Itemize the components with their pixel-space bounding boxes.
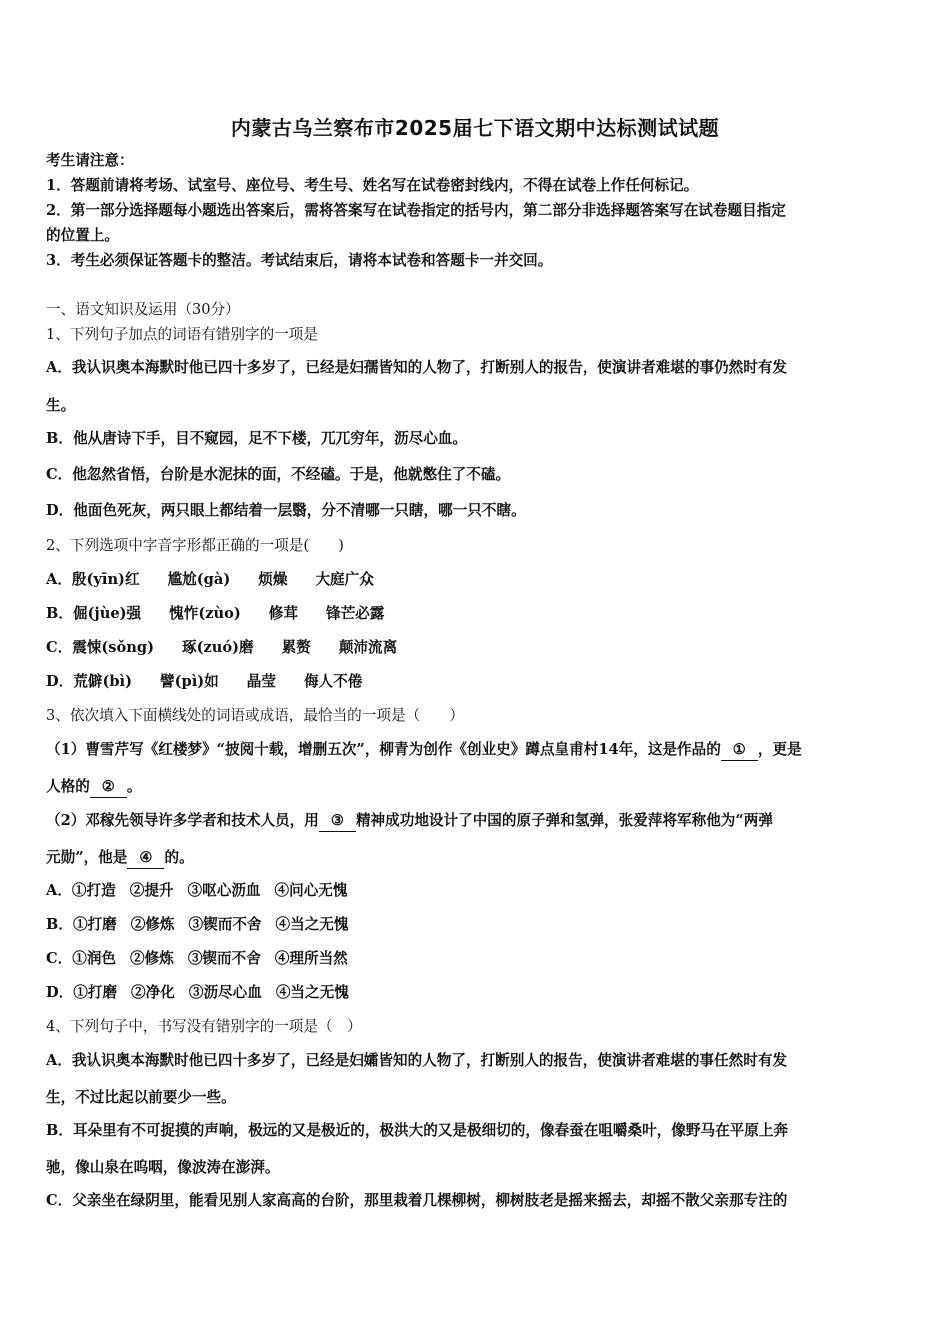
option-choice: ②净化: [131, 984, 175, 1001]
notice-item: 3．考生必须保证答题卡的整洁。考试结束后，请将本试卷和答题卡一并交回。: [46, 252, 553, 269]
question-3-option-d: [46, 983, 349, 1003]
passage-text: （2）邓稼先领导许多学者和技术人员，用: [46, 812, 319, 829]
option-text: 他面色死灰，两只眼上都结着一层翳，分不清哪一只瞎，哪一只不瞎。: [73, 502, 526, 519]
passage-text: ，更是: [757, 741, 802, 758]
question-3-passage-2-cont: [46, 848, 194, 869]
page-title: 内蒙古乌兰察布市2025届七下语文期中达标测试试题: [230, 116, 720, 140]
option-label: D．: [46, 984, 74, 1001]
option-word: 大庭广众: [315, 571, 374, 588]
option-label: A．: [46, 571, 72, 588]
option-word: 愧怍(zùo): [169, 605, 241, 622]
fill-blank-2: ②: [90, 777, 127, 798]
option-choice: ①打造: [71, 882, 116, 899]
question-2-option-c: [46, 638, 397, 658]
passage-text: 的。: [164, 849, 194, 866]
question-3-option-a: [46, 881, 347, 901]
section-heading: 一、语文知识及运用（30分）: [46, 301, 240, 318]
option-text: 耳朵里有不可捉摸的声响，极远的又是极近的，极洪大的又是极细切的，像春蚕在咀嚼桑叶，像野马在平原上奔: [72, 1122, 789, 1139]
option-continuation: 生。: [46, 397, 76, 414]
question-3-passage-2: [46, 811, 773, 832]
question-4-option-b: [46, 1121, 788, 1141]
option-word: 譬(pì)如: [160, 673, 219, 690]
notice-heading: 考生请注意：: [46, 152, 134, 169]
fill-blank-1: ①: [721, 740, 758, 761]
passage-text: 元勋”，他是: [46, 849, 128, 866]
option-choice: ③呕心沥血: [187, 882, 261, 899]
option-choice: ②修炼: [130, 916, 175, 933]
option-choice: ①打磨: [73, 984, 118, 1001]
option-choice: ②提升: [129, 882, 174, 899]
option-label: B．: [46, 430, 73, 447]
notice-item: 1．答题前请将考场、试室号、座位号、考生号、姓名写在试卷密封线内，不得在试卷上作任何标记。: [46, 177, 699, 194]
question-1-option-c: [46, 465, 510, 485]
option-word: 烦燥: [258, 571, 288, 588]
option-label: A．: [46, 882, 72, 899]
question-1-option-d: [46, 501, 526, 521]
option-choice: ③锲而不舍: [188, 916, 262, 933]
question-1-option-b: [46, 429, 467, 449]
question-1-stem: 1、下列句子加点的词语有错别字的一项是: [46, 326, 318, 343]
question-2-stem: 2、下列选项中字音字形都正确的一项是( ): [46, 537, 344, 554]
option-label: C．: [46, 1192, 73, 1209]
option-label: A．: [46, 359, 72, 376]
option-word: 颠沛流离: [338, 639, 398, 656]
option-label: C．: [46, 466, 73, 483]
option-label: B．: [46, 916, 73, 933]
option-word: 晶莹: [246, 673, 276, 690]
option-text: 我认识奥本海默时他已四十多岁了，已经是妇孺皆知的人物了，打断别人的报告，使演讲者难堪的事仍然时有发: [71, 359, 788, 376]
option-word: 尴尬(gà): [167, 571, 231, 588]
question-3-passage-1-cont: [46, 777, 142, 798]
option-word: 殷(yīn)红: [71, 571, 140, 588]
question-1-option-a: [46, 358, 787, 378]
option-choice: ②修炼: [130, 950, 174, 967]
option-continuation: 生，不过比起以前要少一些。: [46, 1089, 236, 1106]
question-3-stem: 3、依次填入下面横线处的词语或成语，最恰当的一项是（ ）: [46, 707, 464, 724]
passage-text: （1）曹雪芹写《红楼梦》“披阅十载，增删五次”，柳青为创作《创业史》蹲点皇甫村14年，这是作品的: [46, 741, 721, 758]
question-3-option-b: [46, 915, 349, 935]
option-text: 他从唐诗下手，目不窥园，足不下楼，兀兀穷年，沥尽心血。: [72, 430, 467, 447]
option-label: C．: [46, 639, 73, 656]
passage-text: 。: [126, 778, 142, 795]
option-word: 修茸: [268, 605, 298, 622]
option-text: 他忽然省悟，台阶是水泥抹的面，不经磕。于是，他就憋住了不磕。: [72, 466, 511, 483]
option-word: 荒僻(bì): [73, 673, 132, 690]
question-4-option-a: [46, 1051, 787, 1071]
notice-item: 的位置上。: [46, 227, 119, 244]
option-word: 侮人不倦: [303, 673, 363, 690]
question-3-passage-1: [46, 740, 802, 761]
option-text: 父亲坐在绿阴里，能看见别人家高高的台阶，那里栽着几棵柳树，柳树肢老是摇来摇去，却摇不散父亲那专注的: [72, 1192, 788, 1209]
question-2-option-b: [46, 604, 384, 624]
question-3-option-c: [46, 949, 348, 969]
option-word: 累赘: [281, 639, 311, 656]
option-choice: ④当之无愧: [275, 984, 349, 1001]
question-4-option-c: [46, 1191, 787, 1211]
option-label: D．: [46, 502, 74, 519]
notice-item: 2．第一部分选择题每小题选出答案后，需将答案写在试卷指定的括号内，第二部分非选择题答案写在试卷题目指定: [46, 202, 786, 219]
option-label: D．: [46, 673, 74, 690]
fill-blank-4: ④: [127, 848, 164, 869]
option-choice: ①润色: [72, 950, 117, 967]
passage-text: 精神成功地设计了中国的原子弹和氢弹，张爱萍将军称他为“两弹: [355, 812, 773, 829]
option-continuation: 驰，像山泉在呜咽，像波涛在澎湃。: [46, 1159, 280, 1176]
option-word: 锋芒必露: [325, 605, 385, 622]
option-text: 我认识奥本海默时他已四十多岁了，已经是妇孀皆知的人物了，打断别人的报告，使演讲者难堪的事任然时有发: [71, 1052, 788, 1069]
option-choice: ③锲而不舍: [187, 950, 261, 967]
question-4-stem: 4、下列句子中，书写没有错别字的一项是（ ）: [46, 1018, 362, 1035]
option-choice: ①打磨: [72, 916, 117, 933]
option-choice: ③沥尽心血: [188, 984, 262, 1001]
option-word: 琢(zuó)磨: [181, 639, 254, 656]
question-2-option-d: [46, 672, 362, 692]
option-label: A．: [46, 1052, 72, 1069]
option-choice: ④理所当然: [274, 950, 348, 967]
passage-text: 人格的: [46, 778, 90, 795]
fill-blank-3: ③: [319, 811, 356, 832]
option-choice: ④问心无愧: [274, 882, 348, 899]
option-choice: ④当之无愧: [275, 916, 349, 933]
option-word: 震悚(sǒng): [72, 639, 154, 656]
option-word: 倔(jùe)强: [72, 605, 142, 622]
option-label: B．: [46, 605, 73, 622]
option-label: C．: [46, 950, 73, 967]
option-label: B．: [46, 1122, 73, 1139]
question-2-option-a: [46, 570, 374, 590]
